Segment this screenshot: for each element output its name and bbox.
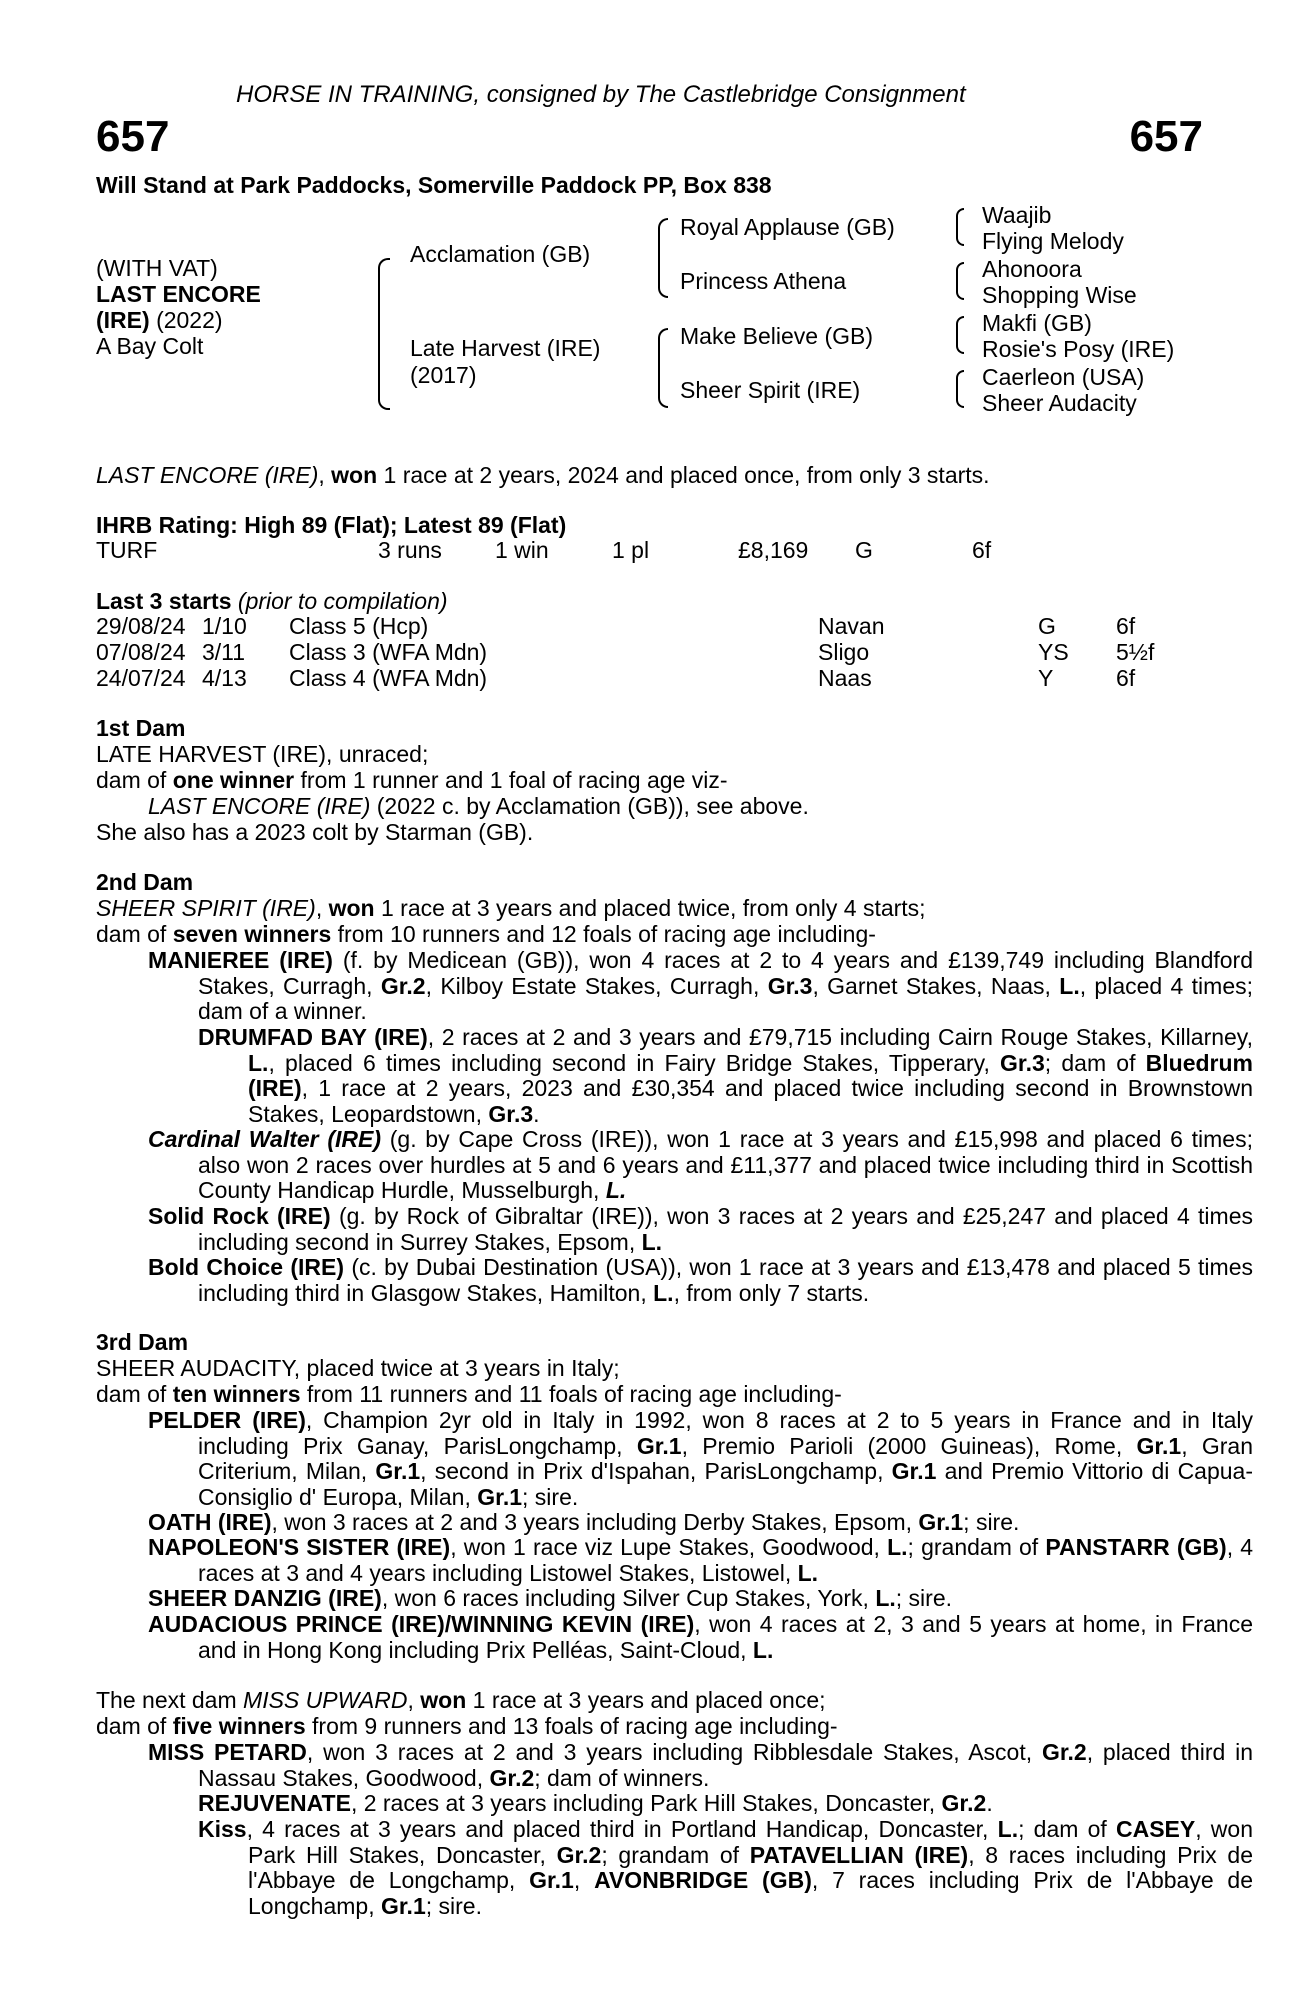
start-position: 1/10: [202, 613, 247, 639]
produce-entry: [198, 1791, 993, 1817]
horse-year: (2022): [156, 307, 223, 333]
dam-name: Late Harvest (IRE): [410, 335, 601, 361]
start-position: 3/11: [202, 639, 246, 665]
last-starts-title: [96, 589, 448, 615]
produce-entry: [148, 1586, 952, 1612]
winner-count: seven winners: [172, 921, 332, 947]
text: , placed 4 times; dam of a winner.: [198, 972, 1253, 1024]
first-dam-title: 1st Dam: [96, 715, 186, 741]
produce-entry: [148, 1255, 1253, 1306]
grade: Gr.2: [556, 1841, 602, 1868]
text: , from only 7 starts.: [673, 1279, 870, 1306]
text: , won 3 races at 2 and 3 years including Ribblesdale Stakes, Ascot,: [306, 1739, 1042, 1765]
grade: Gr.2: [380, 972, 426, 999]
third-dam-title: 3rd Dam: [96, 1329, 189, 1355]
start-date: 29/08/24: [96, 613, 186, 639]
grade: Gr.1: [891, 1458, 937, 1484]
first-dam-foal: [148, 794, 809, 820]
text: , 2 races at 3 years including Park Hill Stakes, Doncaster,: [350, 1790, 942, 1816]
next-dam-produce: [96, 1714, 838, 1740]
grade: L.: [605, 1177, 627, 1203]
horse-name: NAPOLEON'S SISTER (IRE): [148, 1534, 451, 1560]
text: , 7 races including Prix de l'Abbaye de Longchamp,: [248, 1867, 1254, 1919]
text: .: [986, 1790, 993, 1816]
text: (g. by Cape Cross (IRE)), won 1 race at 3 years and £15,998 and placed 6 times; also won 2 races over hurdles at 5 and 6 years and £11,377 and placed twice including third in Scottish County Handicap Hurdle, Musselburgh,: [198, 1126, 1253, 1203]
pedigree-brace-sire: [658, 218, 668, 298]
rating-going: G: [855, 537, 873, 563]
grade: Gr.2: [941, 1790, 987, 1816]
dam-name: MISS UPWARD: [243, 1687, 408, 1713]
first-dam-produce: [96, 768, 728, 794]
start-course: Sligo: [818, 639, 870, 665]
text: ; sire.: [522, 1483, 579, 1510]
vat-note: (WITH VAT): [96, 255, 218, 281]
horse-name: CASEY: [1115, 1816, 1196, 1842]
produce-entry: [148, 1408, 1253, 1510]
first-dam-note: She also has a 2023 colt by Starman (GB).: [96, 819, 534, 845]
last-starts-label: Last 3 starts: [96, 588, 232, 614]
horse-name: Solid Rock (IRE): [148, 1203, 331, 1229]
start-going: G: [1038, 613, 1056, 639]
next-dam-line: [96, 1688, 826, 1714]
rating-placed: 1 pl: [612, 537, 650, 563]
horse-name: REJUVENATE: [198, 1790, 351, 1816]
dam-sire-dam: Rosie's Posy (IRE): [982, 336, 1175, 362]
rating-prize-money: £8,169: [738, 537, 809, 563]
text: The next dam: [96, 1687, 244, 1713]
grade: Gr.1: [375, 1458, 421, 1484]
foal-name: LAST ENCORE (IRE): [148, 793, 371, 819]
start-going: YS: [1038, 639, 1069, 665]
grade: L.: [875, 1585, 896, 1611]
dam-dam: Sheer Spirit (IRE): [680, 377, 861, 403]
start-class: Class 3 (WFA Mdn): [289, 639, 488, 665]
horse-name: PELDER (IRE): [148, 1407, 306, 1433]
pedigree-brace-gen3-3: [956, 316, 964, 354]
text: from 1 runner and 1 foal of racing age viz-: [294, 767, 728, 793]
dam-dam-dam: Sheer Audacity: [982, 390, 1137, 416]
grade: L.: [997, 1816, 1019, 1842]
won-label: won: [328, 895, 375, 921]
start-class: Class 4 (WFA Mdn): [289, 665, 488, 691]
winner-count: ten winners: [172, 1381, 301, 1407]
grade: Gr.3: [488, 1100, 534, 1127]
pedigree-brace-gen3-4: [956, 370, 964, 408]
third-dam-line: SHEER AUDACITY, placed twice at 3 years in Italy;: [96, 1355, 620, 1381]
horse-name: DRUMFAD BAY (IRE): [198, 1024, 428, 1050]
text: ,: [573, 1867, 595, 1893]
start-distance: 6f: [1116, 613, 1136, 639]
text: dam of: [96, 1381, 173, 1407]
text: 1 race at 3 years and placed twice, from only 4 starts;: [374, 895, 926, 921]
text: ; sire.: [425, 1892, 482, 1919]
grade: Gr.3: [767, 972, 813, 999]
start-position: 4/13: [202, 665, 247, 691]
stand-location: Will Stand at Park Paddocks, Somerville Paddock PP, Box 838: [96, 172, 772, 198]
start-course: Naas: [818, 665, 872, 691]
text: , Premio Parioli (2000 Guineas), Rome,: [681, 1432, 1137, 1459]
text: , Gran Criterium, Milan,: [198, 1432, 1253, 1484]
sire-sire-sire: Waajib: [982, 202, 1052, 228]
horse-name: Kiss: [198, 1816, 247, 1842]
text: ; dam of: [1044, 1049, 1146, 1076]
horse-name: LAST ENCORE: [96, 281, 261, 307]
second-dam-title: 2nd Dam: [96, 869, 194, 895]
text: dam of: [96, 921, 173, 947]
text: (f. by Medicean (GB)), won 4 races at 2 to 4 years and £139,749 including Blandford Stakes, Curragh,: [198, 947, 1254, 999]
text: , 4 races at 3 and 4 years including Listowel Stakes, Listowel,: [198, 1534, 1254, 1586]
rating-surface: TURF: [96, 537, 158, 563]
produce-entry: [148, 1535, 1253, 1586]
second-dam-line: [96, 896, 926, 922]
sire-sire: Royal Applause (GB): [680, 214, 895, 240]
horse-name: AUDACIOUS PRINCE (IRE)/WINNING KEVIN (IRE): [148, 1611, 695, 1637]
start-date: 24/07/24: [96, 665, 186, 691]
grade: Gr.1: [380, 1892, 426, 1919]
grade: Gr.2: [489, 1764, 535, 1791]
text: 1 race at 3 years and placed once;: [466, 1687, 826, 1713]
text: , won 1 race viz Lupe Stakes, Goodwood,: [450, 1534, 888, 1560]
dam-sire-sire: Makfi (GB): [982, 310, 1092, 336]
horse-name: Cardinal Walter (IRE): [148, 1126, 382, 1152]
text: from 11 runners and 11 foals of racing age including-: [300, 1381, 842, 1407]
text: (2022 c. by Acclamation (GB)), see above.: [370, 793, 809, 819]
horse-name: MISS PETARD: [148, 1739, 307, 1765]
sire-dam: Princess Athena: [680, 268, 847, 294]
grade: L.: [653, 1279, 674, 1306]
text: (g. by Rock of Gibraltar (IRE)), won 3 races at 2 years and £25,247 and placed 4 times including second in Surrey Stakes, Epsom,: [198, 1203, 1253, 1255]
sire-dam-sire: Ahonoora: [982, 256, 1082, 282]
lot-number-left: 657: [96, 112, 170, 161]
horse-origin-year: [96, 308, 223, 334]
text: , 1 race at 2 years, 2023 and £30,354 and placed twice including second in Brownstown Stakes, Leopardstown,: [248, 1075, 1253, 1127]
produce-entry: [198, 1817, 1253, 1919]
text: , won 3 races at 2 and 3 years including Derby Stakes, Epsom,: [271, 1509, 919, 1535]
pedigree-brace-dam: [658, 328, 668, 408]
text: ,: [315, 895, 329, 921]
pedigree-brace-main: [378, 258, 390, 410]
text: dam of: [96, 1713, 173, 1739]
catalogue-title: HORSE IN TRAINING, consigned by The Castlebridge Consignment: [236, 81, 966, 108]
rating-runs: 3 runs: [378, 537, 442, 563]
grade: Gr.3: [1000, 1049, 1045, 1076]
horse-name: AVONBRIDGE (GB): [594, 1867, 812, 1893]
produce-entry: [148, 1740, 1253, 1791]
text: , won Park Hill Stakes, Doncaster,: [248, 1816, 1253, 1868]
start-going: Y: [1038, 665, 1054, 691]
text: ; sire.: [963, 1509, 1020, 1535]
text: , second in Prix d'Ispahan, ParisLongchamp,: [420, 1458, 892, 1484]
text: , placed third in Nassau Stakes, Goodwood,: [198, 1739, 1253, 1791]
won-label: won: [420, 1687, 467, 1713]
last-starts-note: (prior to compilation): [237, 588, 448, 614]
text: ; dam of winners.: [534, 1764, 710, 1791]
sire-dam-dam: Shopping Wise: [982, 282, 1137, 308]
produce-entry: [148, 1127, 1253, 1204]
text: , 8 races including Prix de l'Abbaye de Longchamp,: [248, 1841, 1253, 1893]
text: ; grandam of: [907, 1534, 1046, 1560]
text: , won 6 races including Silver Cup Stakes, York,: [381, 1585, 876, 1611]
grade: Gr.1: [636, 1432, 682, 1459]
text: , 4 races at 3 years and placed third in Portland Handicap, Doncaster,: [246, 1816, 998, 1842]
text: .: [533, 1100, 540, 1127]
grade: L.: [248, 1049, 269, 1076]
dam-year: (2017): [410, 362, 477, 388]
text: and Premio Vittorio di Capua-Consiglio d' Europa, Milan,: [198, 1458, 1254, 1510]
grade: L.: [641, 1228, 663, 1255]
third-dam-produce: [96, 1382, 842, 1408]
summary-won: won: [331, 462, 378, 488]
dam-dam-sire: Caerleon (USA): [982, 364, 1145, 390]
horse-name: Bluedrum (IRE): [248, 1049, 1253, 1101]
winner-count: one winner: [172, 767, 295, 793]
horse-name: MANIEREE (IRE): [148, 947, 333, 973]
produce-entry: [148, 1510, 1019, 1536]
produce-entry: [148, 1204, 1253, 1255]
produce-entry: [198, 1025, 1253, 1127]
first-dam-line: LATE HARVEST (IRE), unraced;: [96, 741, 429, 767]
summary-horse-name: LAST ENCORE (IRE): [96, 462, 319, 488]
horse-name: SHEER DANZIG (IRE): [148, 1585, 382, 1611]
rating-distance: 6f: [972, 537, 992, 563]
rating-wins: 1 win: [495, 537, 549, 563]
summary-record: 1 race at 2 years, 2024 and placed once, from only 3 starts.: [383, 462, 990, 488]
text: ; grandam of: [601, 1841, 750, 1868]
text: , Garnet Stakes, Naas,: [812, 972, 1060, 999]
horse-description: A Bay Colt: [96, 333, 204, 359]
start-course: Navan: [818, 613, 885, 639]
text: , Champion 2yr old in Italy in 1992, won 8 races at 2 to 5 years in France and in Italy including Prix Ganay, ParisLongchamp,: [198, 1407, 1253, 1459]
grade: L.: [887, 1534, 908, 1560]
grade: L.: [752, 1636, 774, 1663]
grade: L.: [797, 1559, 819, 1586]
horse-name: PATAVELLIAN (IRE): [749, 1841, 969, 1868]
horse-name: OATH (IRE): [148, 1509, 272, 1535]
second-dam-produce: [96, 922, 876, 948]
pedigree-brace-gen3-2: [956, 262, 964, 300]
text: , placed 6 times including second in Fairy Bridge Stakes, Tipperary,: [268, 1049, 1001, 1076]
race-summary: LAST ENCORE (IRE), won 1 race at 2 years, 2024 and placed once, from only 3 starts.: [96, 462, 990, 488]
rating-title: IHRB Rating: High 89 (Flat); Latest 89 (Flat): [96, 512, 567, 538]
text: ,: [407, 1687, 421, 1713]
dam-sire: Make Believe (GB): [680, 323, 874, 349]
text: from 9 runners and 13 foals of racing age including-: [305, 1713, 838, 1739]
grade: Gr.1: [1136, 1432, 1182, 1459]
start-class: Class 5 (Hcp): [289, 613, 429, 639]
text: , won 4 races at 2, 3 and 5 years at home, in France and in Hong Kong including Prix Pelléas, Saint-Cloud,: [198, 1611, 1253, 1663]
start-date: 07/08/24: [96, 639, 186, 665]
horse-name: PANSTARR (GB): [1045, 1534, 1227, 1560]
sire-name: Acclamation (GB): [410, 241, 591, 267]
pedigree-brace-gen3-1: [956, 208, 964, 246]
grade: L.: [1059, 972, 1080, 999]
produce-entry: [148, 1612, 1253, 1663]
horse-suffix: (IRE): [96, 307, 150, 333]
start-distance: 5½f: [1116, 639, 1155, 665]
text: , Kilboy Estate Stakes, Curragh,: [425, 972, 768, 999]
sire-sire-dam: Flying Melody: [982, 228, 1124, 254]
horse-name: Bold Choice (IRE): [148, 1254, 345, 1280]
text: dam of: [96, 767, 173, 793]
text: ; sire.: [895, 1585, 953, 1611]
grade: Gr.1: [477, 1483, 523, 1510]
produce-entry: [148, 948, 1253, 1025]
text: (c. by Dubai Destination (USA)), won 1 race at 3 years and £13,478 and placed 5 times including third in Glasgow Stakes, Hamilton,: [198, 1254, 1253, 1306]
grade: Gr.1: [529, 1867, 574, 1893]
text: from 10 runners and 12 foals of racing age including-: [331, 921, 876, 947]
grade: Gr.2: [1041, 1739, 1087, 1765]
text: ; dam of: [1018, 1816, 1116, 1842]
grade: Gr.1: [918, 1509, 964, 1535]
dam-name: SHEER SPIRIT (IRE): [96, 895, 316, 921]
lot-number-right: 657: [1129, 112, 1203, 161]
text: , 2 races at 2 and 3 years and £79,715 including Cairn Rouge Stakes, Killarney,: [427, 1024, 1253, 1050]
start-distance: 6f: [1116, 665, 1136, 691]
winner-count: five winners: [172, 1713, 306, 1739]
